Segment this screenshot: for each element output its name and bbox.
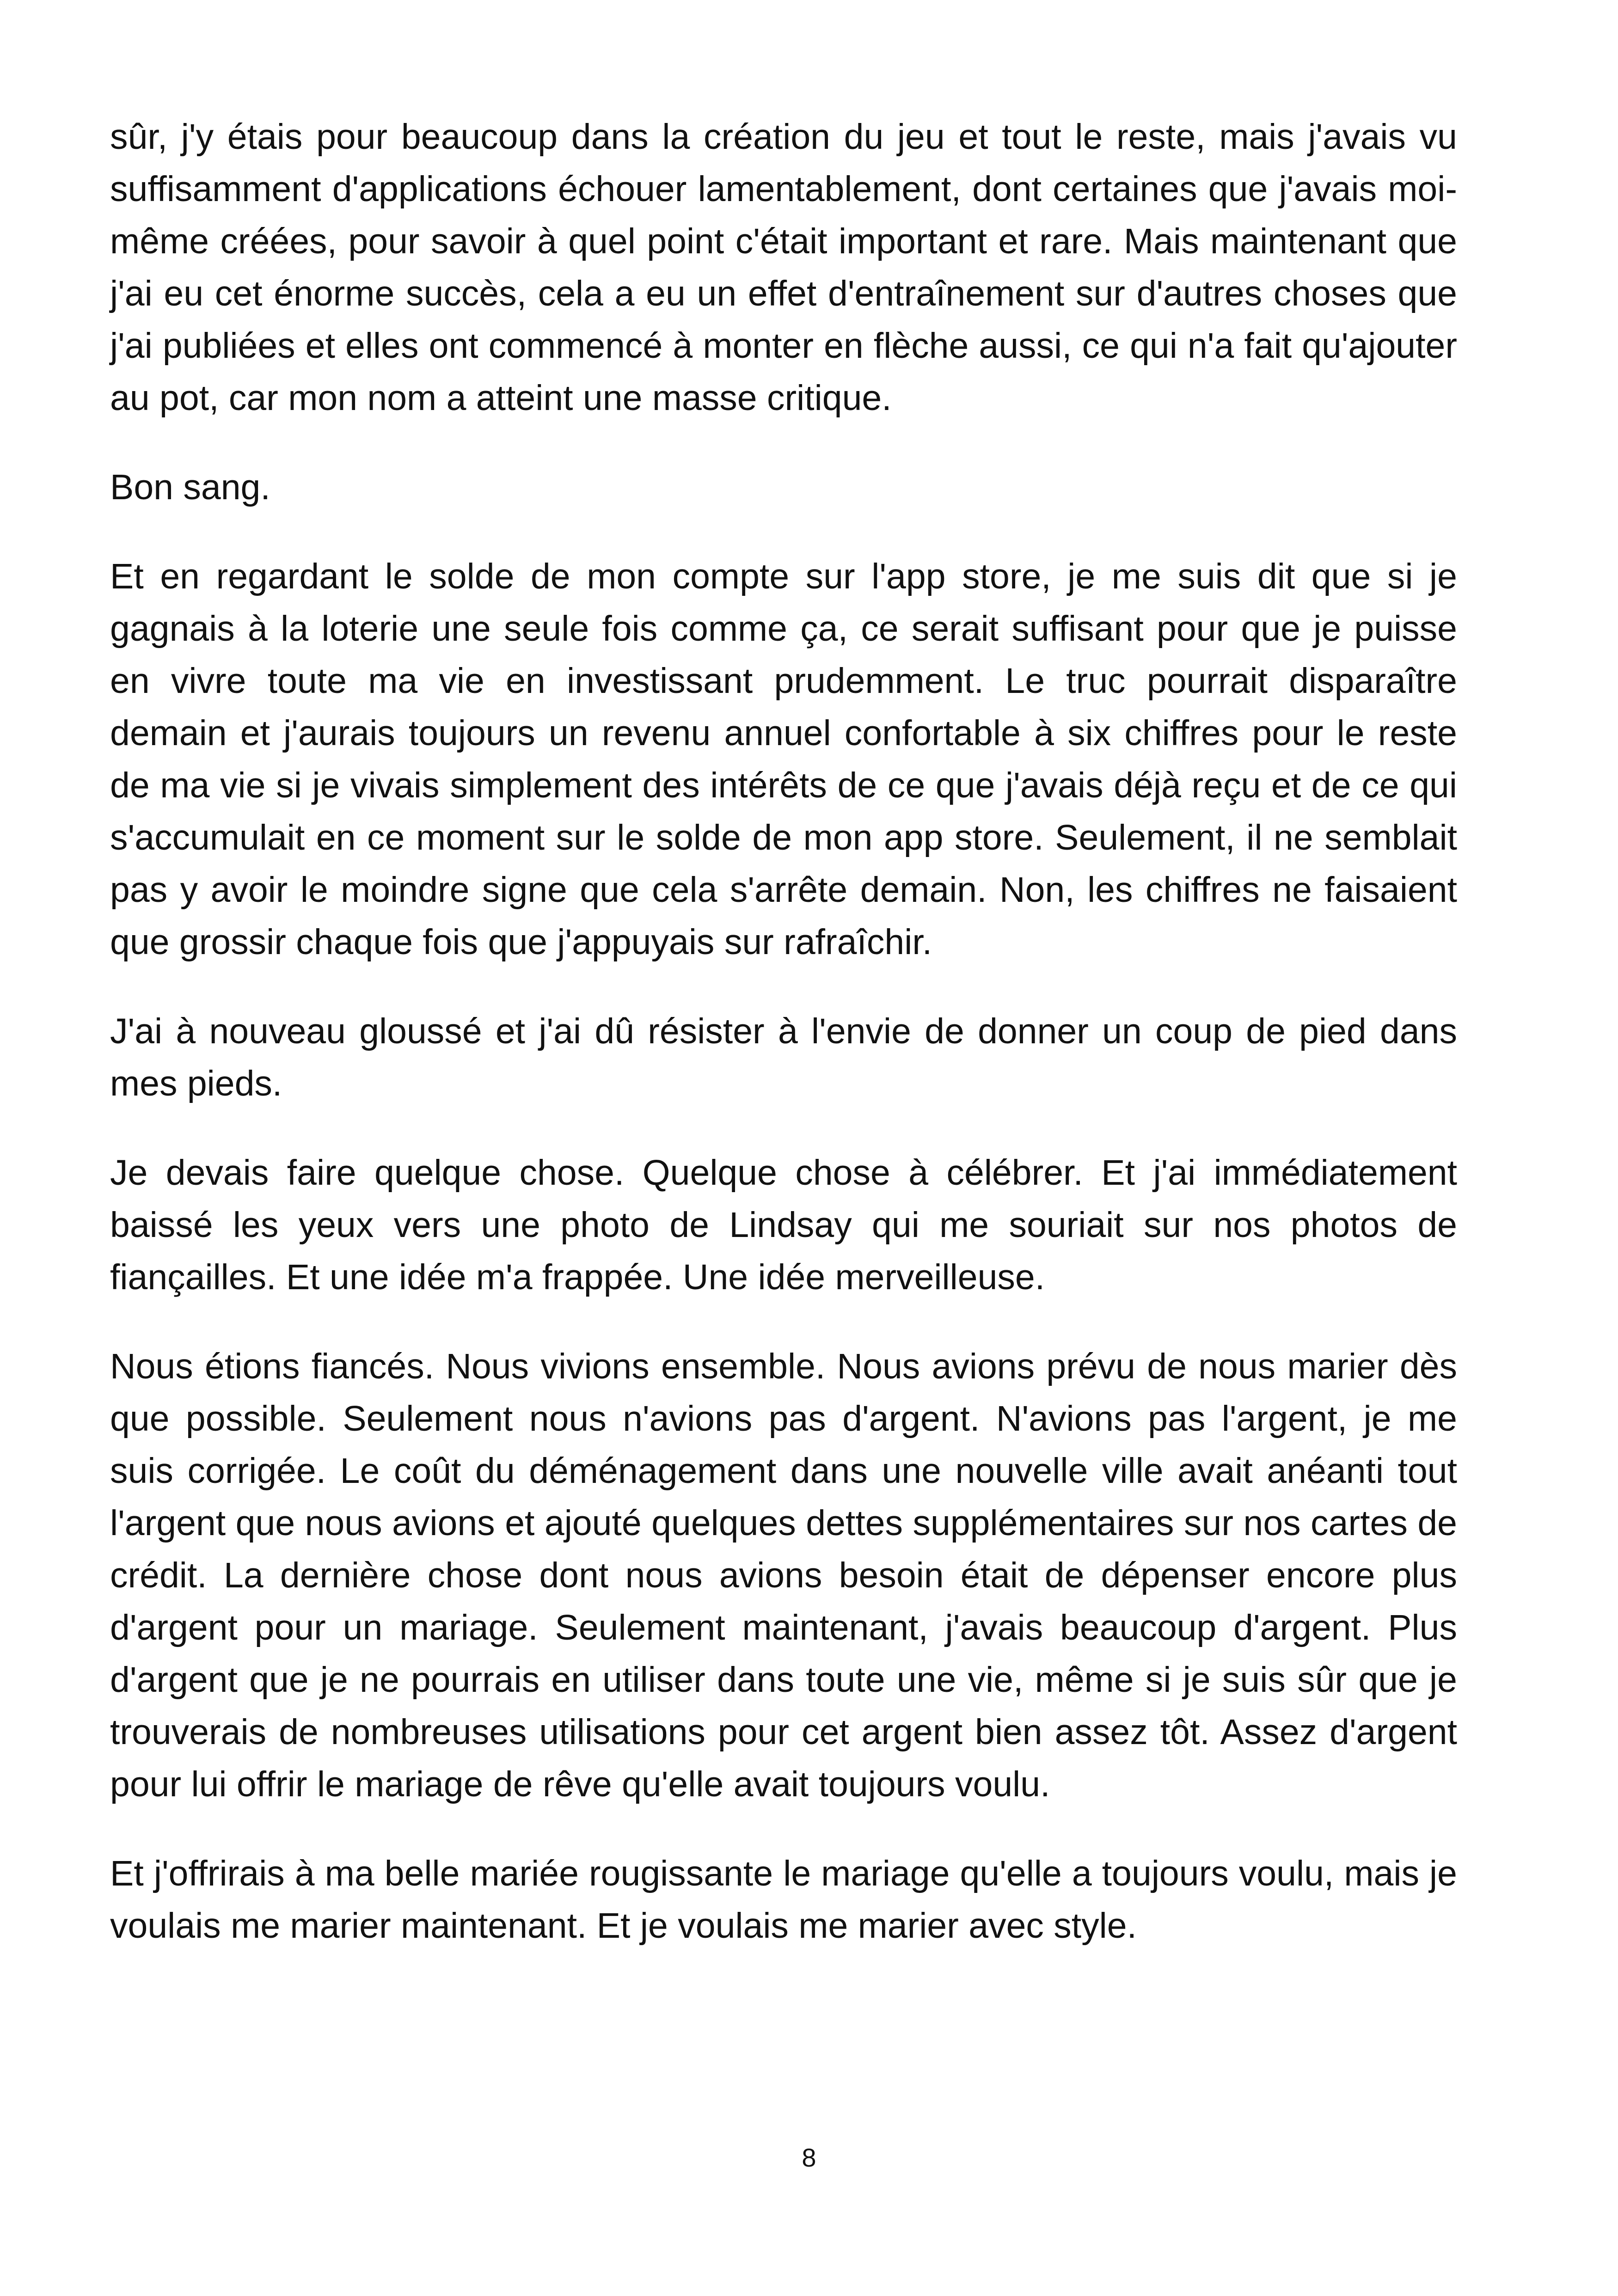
paragraph: Nous étions fiancés. Nous vivions ensemble. Nous avions prévu de nous marier dès que possible. Seulement nous n'avions pas d'argent. N'avions pas l'argent, je me suis corrigée. Le coût du déménagement dans une nouvelle ville avait anéanti tout l'argent que nous avions et ajouté quelques dettes supplémentaires sur nos cartes de crédit. La dernière chose dont nous avions besoin était de dépenser encore plus d'argent pour un mariage. Seulement maintenant, j'avais beaucoup d'argent. Plus d'argent que je ne pourrais en utiliser dans toute une vie, même si je suis sûr que je trouverais de nombreuses utilisations pour cet argent bien assez tôt. Assez d'argent pour lui offrir le mariage de rêve qu'elle avait toujours voulu. [110,1347,1457,1804]
paragraph: Je devais faire quelque chose. Quelque chose à célébrer. Et j'ai immédiatement baissé les yeux vers une photo de Lindsay qui me souriait sur nos photos de fiançailles. Et une idée m'a frappée. Une idée merveilleuse. [110,1153,1457,1297]
paragraph: Et en regardant le solde de mon compte sur l'app store, je me suis dit que si je gagnais à la loterie une seule fois comme ça, ce serait suffisant pour que je puisse en vivre toute ma vie en investissant prudemment. Le truc pourrait disparaître demain et j'aurais toujours un revenu annuel confortable à six chiffres pour le reste de ma vie si je vivais simplement des intérêts de ce que j'avais déjà reçu et de ce qui s'accumulait en ce moment sur le solde de mon app store. Seulement, il ne semblait pas y avoir le moindre signe que cela s'arrête demain. Non, les chiffres ne faisaient que grossir chaque fois que j'appuyais sur rafraîchir. [110,557,1457,962]
paragraph: sûr, j'y étais pour beaucoup dans la création du jeu et tout le reste, mais j'avais vu suffisamment d'applications échouer lamentablement, dont certaines que j'avais moi-même créées, pour savoir à quel point c'était important et rare. Mais maintenant que j'ai eu cet énorme succès, cela a eu un effet d'entraînement sur d'autres choses que j'ai publiées et elles ont commencé à monter en flèche aussi, ce qui n'a fait qu'ajouter au pot, car mon nom a atteint une masse critique. [110,117,1457,418]
page-number: 8 [802,2143,816,2172]
body-text [110,111,1457,1989]
paragraph: Bon sang. [110,467,270,507]
paragraph: Et j'offrirais à ma belle mariée rougissante le mariage qu'elle a toujours voulu, mais je voulais me marier maintenant. Et je voulais me marier avec style. [110,1854,1457,1946]
paragraph: J'ai à nouveau gloussé et j'ai dû résister à l'envie de donner un coup de pied dans mes pieds. [110,1011,1457,1103]
